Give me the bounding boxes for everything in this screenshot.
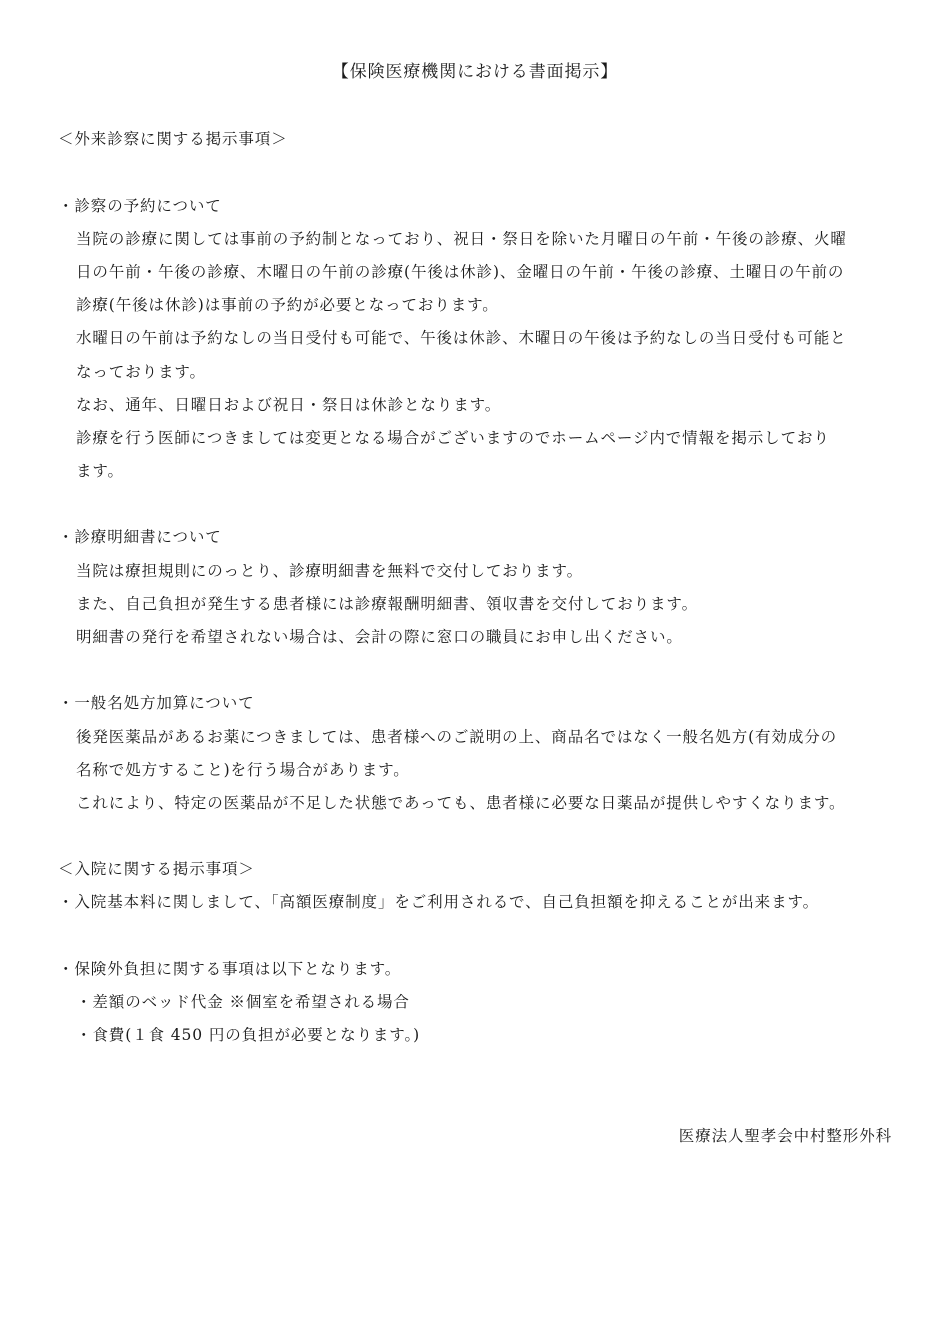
statement-line: また、自己負担が発生する患者様には診療報酬明細書、領収書を交付しております。 — [76, 595, 698, 613]
page-title: 【保険医療機関における書面掲示】 — [331, 62, 619, 82]
extra-cost-item: ・食費(１食 450 円の負担が必要となります。) — [76, 1026, 421, 1044]
reservation-line: ます。 — [76, 462, 124, 480]
reservation-line: 水曜日の午前は予約なしの当日受付も可能で、午後は休診、木曜日の午後は予約なしの当日受付も可能と — [76, 329, 847, 347]
reservation-line: 診療(午後は休診)は事前の予約が必要となっております。 — [76, 296, 499, 314]
extra-cost-item: ・差額のベッド代金 ※個室を希望される場合 — [76, 993, 410, 1011]
reservation-heading: ・診察の予約について — [58, 197, 222, 215]
statement-heading: ・診療明細書について — [58, 528, 222, 546]
generic-line: 名称で処方すること)を行う場合があります。 — [76, 761, 410, 779]
inpatient-basic-fee: ・入院基本料に関しまして、「高額医療制度」をご利用されるで、自己負担額を抑えることが出来ます。 — [58, 893, 820, 911]
statement-line: 明細書の発行を希望されない場合は、会計の際に窓口の職員にお申し出ください。 — [76, 628, 683, 646]
generic-line: 後発医薬品があるお薬につきましては、患者様へのご説明の上、商品名ではなく一般名処方(有効成分の — [76, 728, 838, 746]
extra-cost-heading: ・保険外負担に関する事項は以下となります。 — [58, 960, 402, 978]
generic-line: これにより、特定の医薬品が不足した状態であっても、患者様に必要な日薬品が提供しやすくなります。 — [76, 794, 846, 812]
reservation-line: 日の午前・午後の診療、木曜日の午前の診療(午後は休診)、金曜日の午前・午後の診療、土曜日の午前の — [76, 263, 845, 281]
reservation-line: なっております。 — [76, 363, 206, 381]
inpatient-heading: ＜入院に関する掲示事項＞ — [58, 860, 255, 878]
outpatient-heading: ＜外来診察に関する掲示事項＞ — [58, 130, 288, 148]
statement-line: 当院は療担規則にのっとり、診療明細書を無料で交付しております。 — [76, 562, 584, 580]
generic-heading: ・一般名処方加算について — [58, 694, 255, 712]
reservation-line: なお、通年、日曜日および祝日・祭日は休診となります。 — [76, 396, 502, 414]
reservation-line: 当院の診療に関しては事前の予約制となっており、祝日・祭日を除いた月曜日の午前・午後の診療、火曜 — [76, 230, 847, 248]
clinic-signature: 医療法人聖孝会中村整形外科 — [678, 1127, 892, 1145]
reservation-line: 診療を行う医師につきましては変更となる場合がございますのでホームページ内で情報を掲示しており — [76, 429, 830, 447]
